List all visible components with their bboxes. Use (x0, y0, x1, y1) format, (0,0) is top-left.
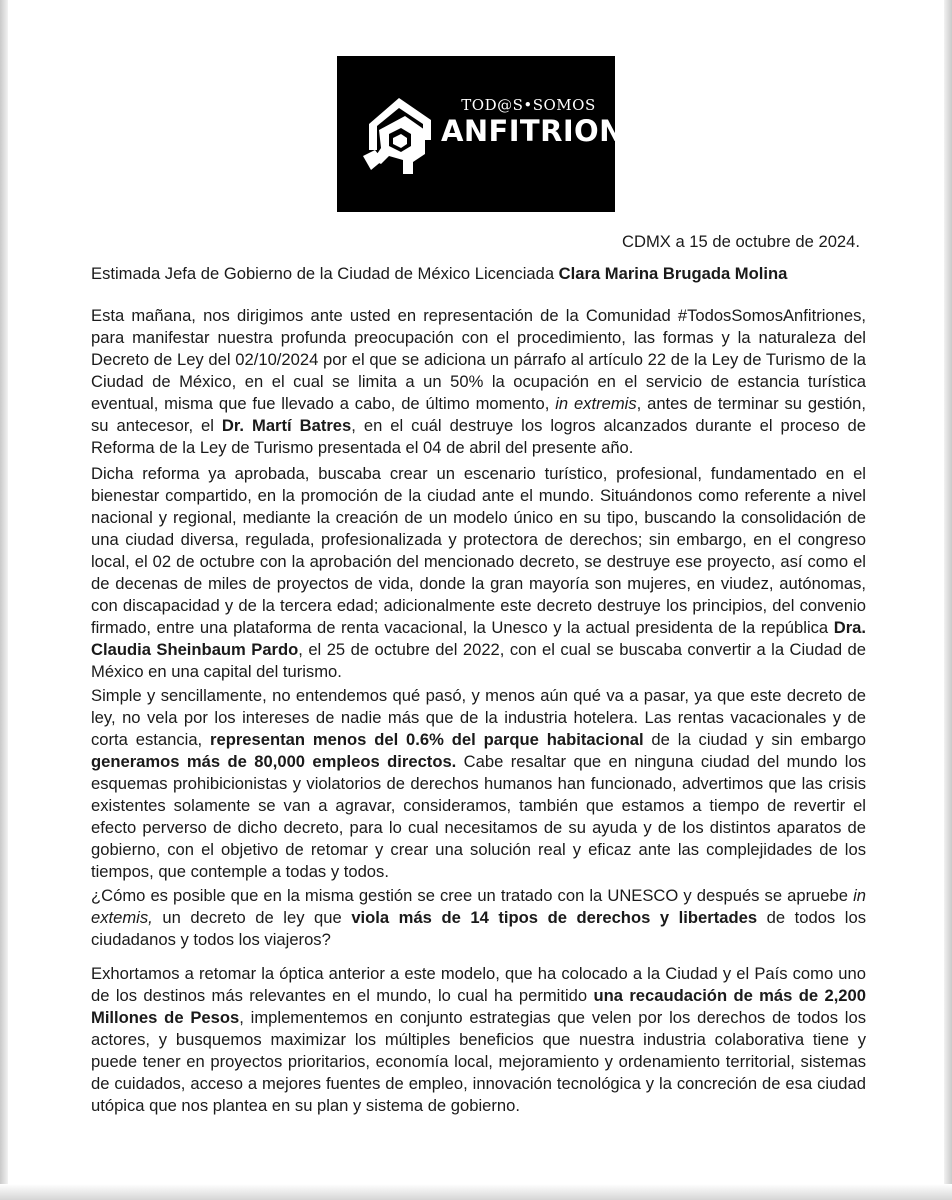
paragraph-3 (91, 685, 866, 883)
p3-bold-stat: representan menos del 0.6% del parque habitacional (210, 730, 644, 749)
p1-italic: in extremis (555, 394, 637, 413)
p4-text-c: un decreto de ley que (152, 908, 352, 927)
p1-text-a: Esta mañana, nos dirigimos ante usted en representación de la Comunidad #TodosSomosAnfitriones, para manifestar nuestra profunda preocupación con el procedimiento, las formas y la naturaleza del Decreto de Ley del 02/10/2024 por el que se adiciona un párrafo al artículo 22 de la Ley de Turismo de la Ciudad de México, en el cual se limita a un 50% la ocupación en el servicio de estancia turística eventual, misma que fue llevado a cabo, de último momento, (91, 306, 866, 413)
logo-text-main: ANFITRIONES (441, 114, 666, 148)
p5-bold-revenue: una recaudación de más de 2,200 Millones de Pesos (91, 986, 866, 1027)
p3-text-c: de la ciudad y sin embargo (643, 730, 866, 749)
logo-banner (337, 56, 666, 212)
p3-text-e: Cabe resaltar que en ninguna ciudad del mundo los esquemas prohibicionistas y violatorios de derechos humanos han funcionado, advertimos que las crisis existentes solamente se van a agravar, consideramos, también que estamos a tiempo de revertir el efecto perverso de dicho decreto, para lo cual necesitamos de su ayuda y de los distintos aparatos de gobierno, con el objetivo de retomar y crear una solución real y eficaz ante las complejidades de los tiempos, que contemple a todas y todos. (91, 752, 866, 881)
salutation (91, 263, 787, 285)
logo-text-top: TOD@S•SOMOS (461, 96, 596, 114)
paragraph-1 (91, 305, 866, 459)
p5-text-a: Exhortamos a retomar la óptica anterior a este modelo, que ha colocado a la Ciudad y el País como uno de los destinos más relevantes en el mundo, lo cual ha permitido (91, 964, 866, 1005)
p4-text-a: ¿Cómo es posible que en la misma gestión se cree un tratado con la UNESCO y después se apruebe (91, 886, 854, 905)
paragraph-4 (91, 885, 866, 951)
p4-text-e: de todos los ciudadanos y todos los viajeros? (91, 908, 867, 949)
p2-bold-name: Dra. Claudia Sheinbaum Pardo (91, 618, 866, 659)
p5-text-c: , implementemos en conjunto estrategias que velen por los derechos de todos los actores, y busquemos maximizar los múltiples beneficios que nuestra industria colaborativa tiene y puede tener en proyectos prioritarios, economía local, mejoramiento y ordenamiento territorial, sistemas de cuidados, acceso a mejores fuentes de empleo, innovación tecnológica y la concreción de esa ciudad utópica que nos plantea en su plan y sistema de gobierno. (91, 1008, 867, 1115)
paragraph-2 (91, 463, 866, 683)
p3-text-a: Simple y sencillamente, no entendemos qué pasó, y menos aún qué va a pasar, ya que este decreto de ley, no vela por los intereses de nadie más que de la industria hotelera. Las rentas vacacionales y de corta estancia, (91, 686, 866, 749)
p1-text-e: , en el cuál destruye los logros alcanzados durante el proceso de Reforma de la Ley de Turismo presentada el 04 de abril del presente año. (91, 416, 867, 457)
salutation-prefix: Estimada Jefa de Gobierno de la Ciudad de México Licenciada (91, 264, 559, 283)
p2-text-a: Dicha reforma ya aprobada, buscaba crear un escenario turístico, profesional, fundamentado en el bienestar compartido, en la promoción de la ciudad ante el mundo. Situándonos como referente a nivel nacional y regional, mediante la creación de un modelo único en su tipo, buscando la consolidación de una ciudad diversa, regulada, profesionalizada y protectora de derechos; sin embargo, en el congreso local, el 02 de octubre con la aprobación del mencionado decreto, se destruye ese proyecto, así como el de decenas de miles de proyectos de vida, donde la gran mayoría son mujeres, en viudez, autónomas, con discapacidad y de la tercera edad; adicionalmente este decreto destruye los principios, del convenio firmado, entre una plataforma de renta vacacional, la Unesco y la actual presidenta de la república (91, 464, 866, 637)
p4-bold-rights: viola más de 14 tipos de derechos y libertades (351, 908, 758, 927)
p3-bold-jobs: generamos más de 80,000 empleos directos. (91, 752, 457, 771)
house-hand-icon (359, 90, 443, 178)
page-edge-shadow-bottom (0, 1184, 952, 1200)
recipient-name: Clara Marina Brugada Molina (558, 264, 788, 283)
p4-italic: in extemis, (91, 886, 866, 927)
p2-text-c: , el 25 de octubre del 2022, con el cual se buscaba convertir a la Ciudad de México en una capital del turismo. (91, 640, 866, 681)
page-edge-shadow-left (0, 0, 8, 1200)
paragraph-5 (91, 963, 866, 1117)
letter-date: CDMX a 15 de octubre de 2024. (622, 232, 860, 251)
p1-text-c: , antes de terminar su gestión, su antecesor, el (91, 394, 866, 435)
page-edge-shadow-right (944, 0, 952, 1200)
p1-bold-name: Dr. Martí Batres (221, 416, 352, 435)
